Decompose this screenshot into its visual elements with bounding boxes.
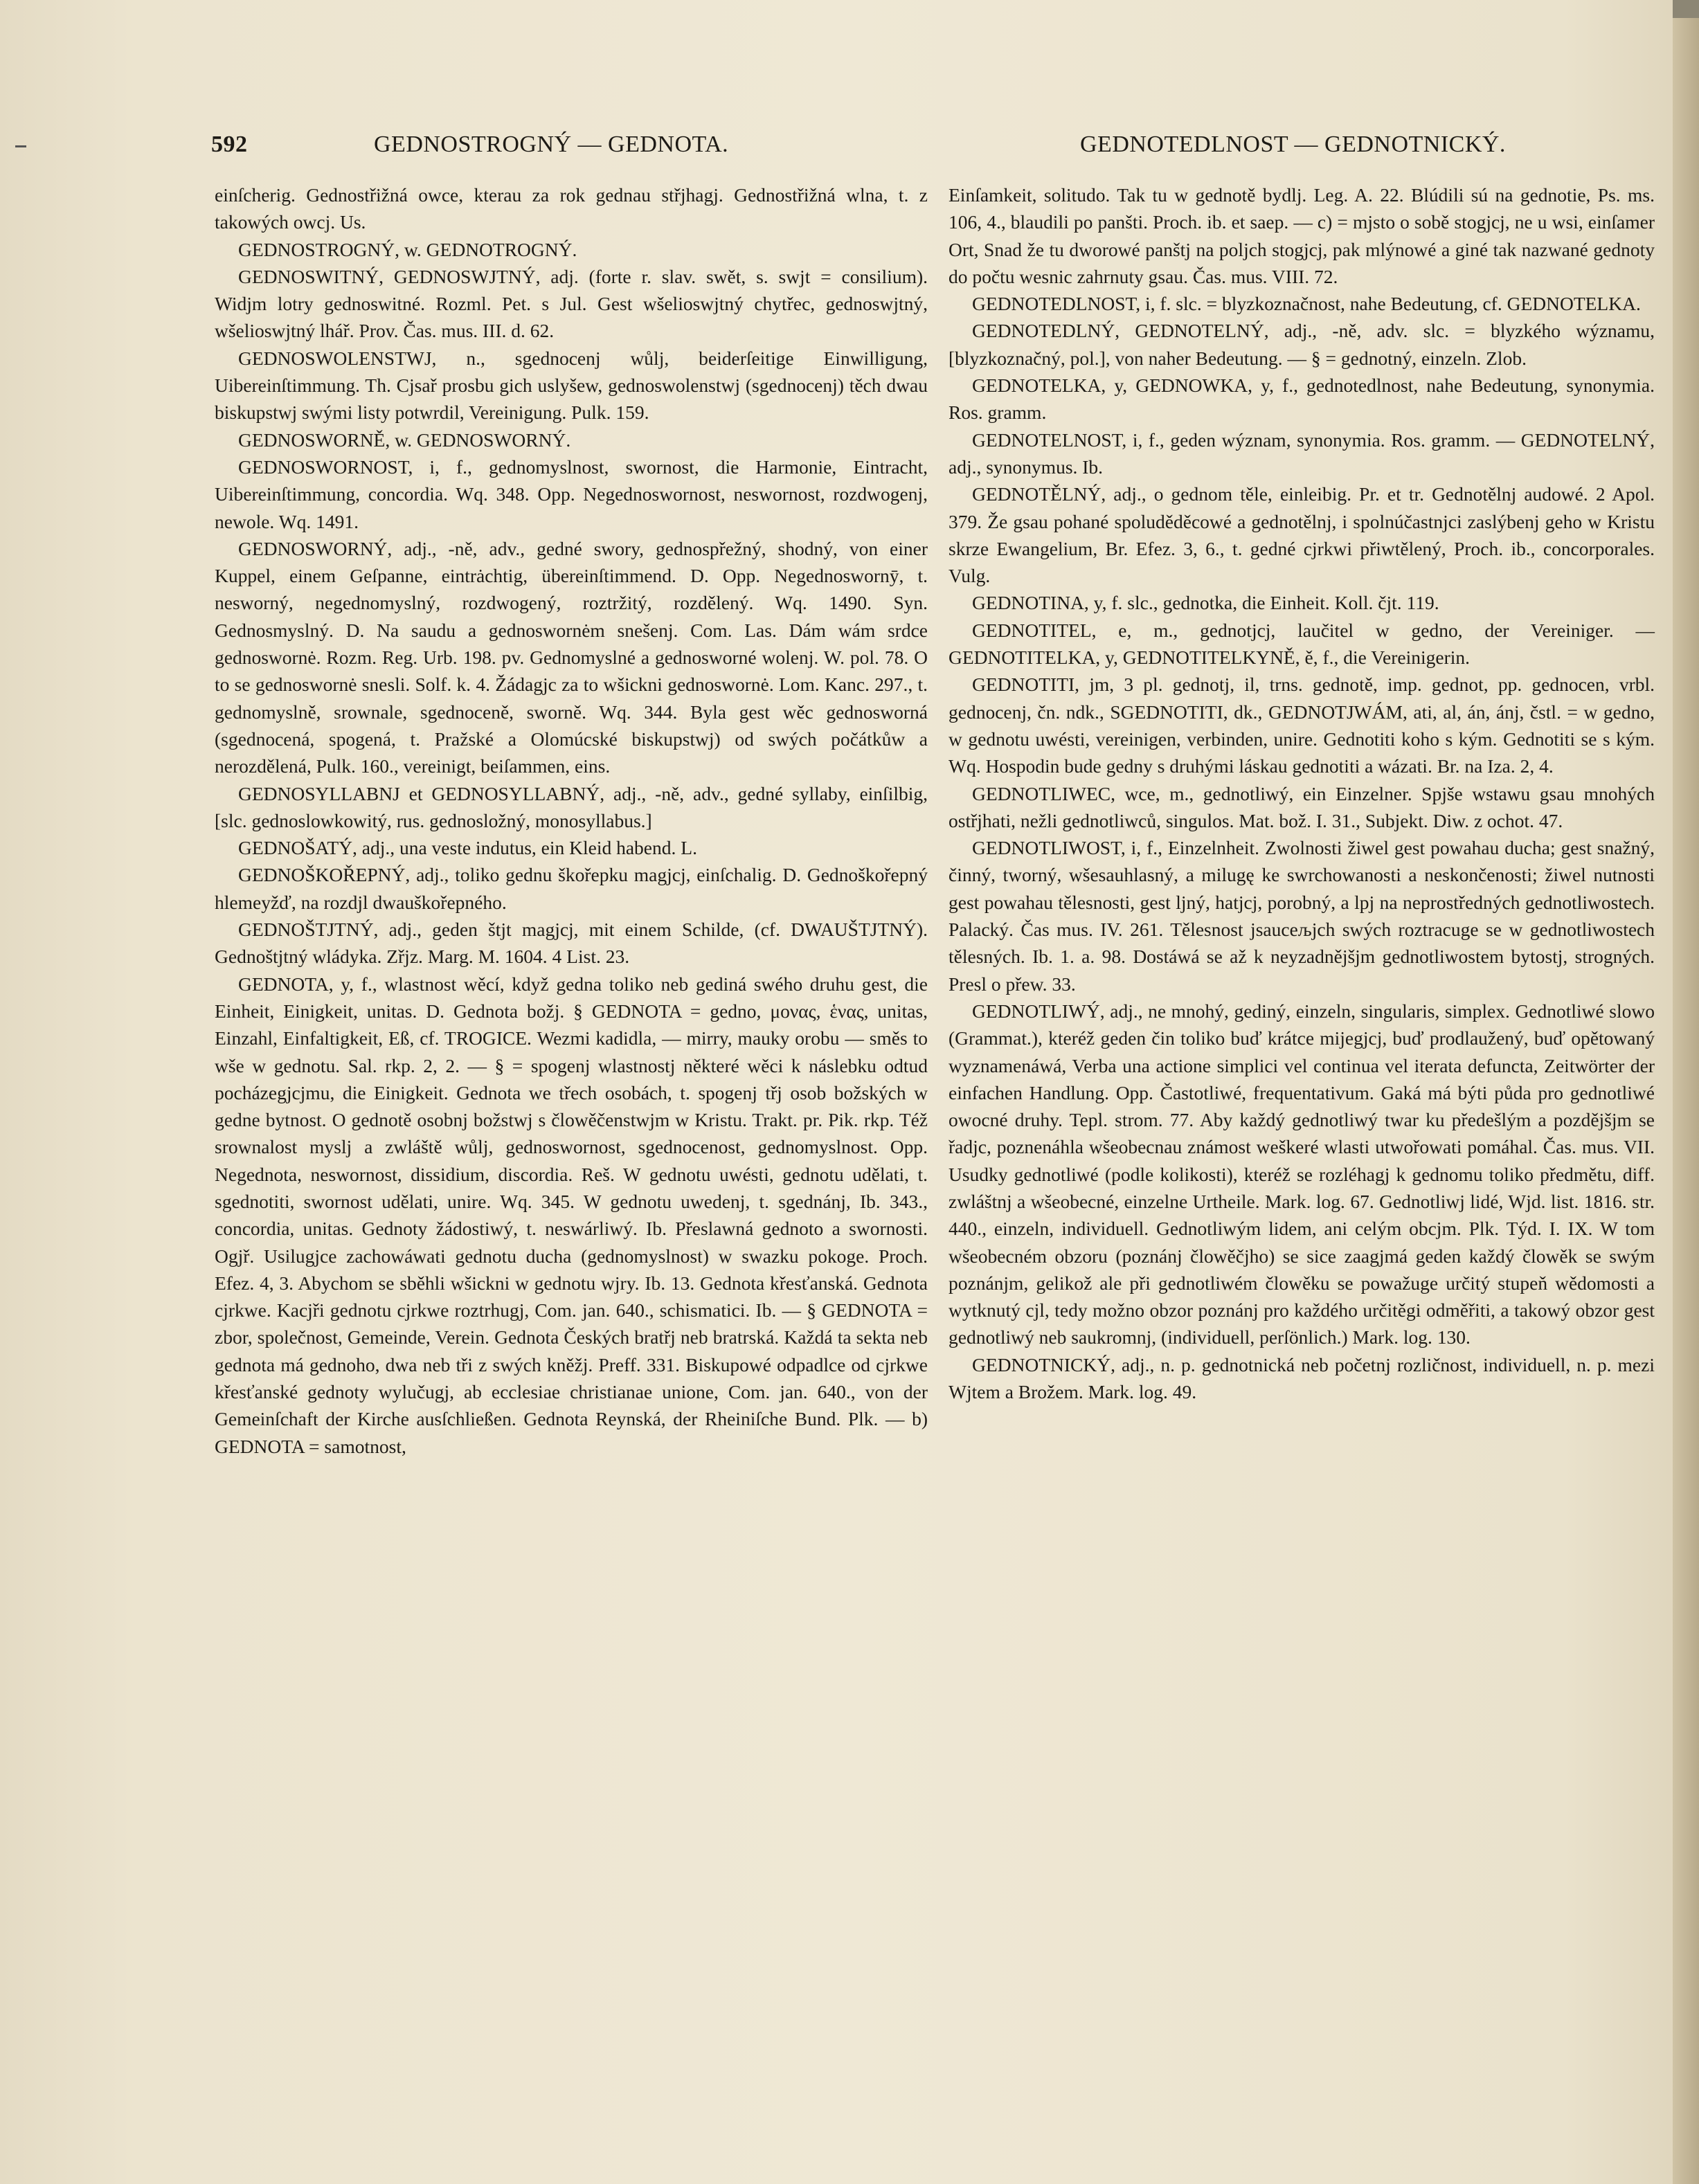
entry-gednoswornost: GEDNOSWORNOST, i, f., gednomyslnost, swornost, die Harmonie, Eintracht, Uibereinſtimmung, concordia. Wq. 348. Opp. Negednoswornost, neswornost, rozdwogenj, newole. Wq. 1491. xyxy=(215,455,928,532)
entry-continuation: Einſamkeit, solitudo. Tak tu w gednotě bydlj. Leg. A. 22. Blúdili sú na gednotie, Ps. ms. 106, 4., blaudili po panšti. Proch. ib. et saep. — c) = mjsto o sobě stogjcj, ne u wsi, einſamer Ort, Snad že tu dworowé panštj na poljch stogjcj, pak mlýnowé a giné tak nazwané gednoty do počtu wesnic zahrnuty gsau. Čas. mus. VIII. 72. xyxy=(949,184,1655,287)
entry-gednoswolenstwj: GEDNOSWOLENSTWJ, n., sgednocenj wůlj, beiderſeitige Einwilligung, Uibereinſtimmung. Th. Cjsař prosbu gich uslyšew, gednoswolenstwj (sgednocenj) těch dwau biskupstwj swými listy potwrdil, Vereinigung. Pulk. 159. xyxy=(215,347,928,424)
right-running-head: GEDNOTEDLNOST — GEDNOTNICKÝ. xyxy=(1080,132,1506,157)
page-edge-marks xyxy=(1673,0,1699,18)
entry-gednotelnost: GEDNOTELNOST, i, f., geden wýznam, synonymia. Ros. gramm. — GEDNOTELNÝ, adj., synonymus. Ib. xyxy=(949,428,1655,478)
entry-gednotitel: GEDNOTITEL, e, m., gednotjcj, laučitel w gedno, der Vereiniger. — GEDNOTITELKA, y, GEDNOTITELKYNĚ, ě, f., die Vereinigerin. xyxy=(949,619,1655,669)
entry-continuation: einſcherig. Gednostřižná owce, kterau za rok gednau střjhagj. Gednostřižná wlna, t. z takowých owcj. Us. xyxy=(215,184,928,233)
entry-gednosworny: GEDNOSWORNÝ, adj., -ně, adv., gedné swory, gednospřežný, shodný, von einer Kuppel, einem Geſpanne, eintrȧchtig, übereinſtimmend. D. Opp. Negednoswornȳ, t. nesworný, negednomyslný, rozdwogený, roztržitý, rozdělený. Wq. 1490. Syn. Gednosmyslný. D. Na saudu a gednoswornėm snešenj. Com. Las. Dám wám srdce gednoswornė. Rozm. Reg. Urb. 198. pv. Gednomyslné a gednosworné wolenj. W. pol. 78. O to se gednoswornė snesli. Solf. k. 4. Žádagjc za to wšickni gednoswornė. Lom. Kanc. 297., t. gednomyslně, srownale, sgednoceně, sworně. Wq. 344. Byla gest wěc gednosworná (sgednocená, spogená, t. Pražské a Olomúcské biskupstwj) od swých počátkůw a nerozdělená, Pulk. 160., vereinigt, beiſammen, eins. xyxy=(215,537,928,777)
left-column xyxy=(215,181,928,1460)
entry-gednoskorepny: GEDNOŠKOŘEPNÝ, adj., toliko gednu škořepku magjcj, einſchalig. D. Gednoškořepný hlemeyžď, na rozdjl dwauškořepného. xyxy=(215,864,928,913)
right-column xyxy=(949,181,1655,1405)
entry-gednotedlny: GEDNOTEDLNÝ, GEDNOTELNÝ, adj., -ně, adv. slc. = blyzkého wýznamu, [blyzkoznačný, pol.], von naher Bedeutung. — § = gednotný, einzeln. Zlob. xyxy=(949,320,1655,369)
entry-gednotina: GEDNOTINA, y, f. slc., gednotka, die Einheit. Koll. čjt. 119. xyxy=(972,592,1439,614)
left-running-head: GEDNOSTROGNÝ — GEDNOTA. xyxy=(374,132,729,157)
entry-gednostjtny: GEDNOŠTJTNÝ, adj., geden štjt magjcj, mit einem Schilde, (cf. DWAUŠTJTNÝ). Gednoštjtný wládyka. Zřjz. Marg. M. 1604. 4 List. 23. xyxy=(215,919,928,968)
entry-gednota: GEDNOTA, y, f., wlastnost wěcí, když gedna toliko neb gediná swého druhu gest, die Einheit, Einigkeit, unitas. D. Gednota božj. § GEDNOTA = gedno, μονας, ἑνας, unitas, Einzahl, Einfaltigkeit, Eß, cf. TROGICE. Wezmi kadidla, — mirry, mauky orobu — směs to wše w gednotu. Sal. rkp. 2, 2. — § = spogenj wlastnostj některé wěci k náslebku odtud pocházegjcjmu, die Einigkeit. Gednota we třech osobách, t. spogenj třj osob božských w gedne bytnost. O gednotě osobnj božstwj s člowěčenstwjm w Kristu. Trakt. pr. Pik. rkp. Též srownalost myslj a zwláště wůlj, gednoswornost, sgednocenost, gednomyslnost. Opp. Negednota, neswornost, dissidium, discordia. Reš. W gednotu uwésti, gednotu udělati, t. sgednotiti, swornost udělati, unire. Wq. 345. W gednotu uwedenj, t. sgednánj, Ib. 343., concordia, unitas. Gednoty žádostiwý, t. neswárliwý. Ib. Přeslawná gednoto a swornosti. Ogjř. Usilugjce zachowáwati gednotu ducha (gednomyslnost) w swazku pokoge. Proch. Efez. 4, 3. Abychom se sběhli wšickni w gednotu wjry. Ib. 13. Gednota křesťanská. Gednota cjrkwe. Kacjři gednotu cjrkwe roztrhugj, Com. jan. 640., schismatici. Ib. — § GEDNOTA = zbor, společnost, Gemeinde, Verein. Gednota Českých bratřj neb bratrská. Každá ta sekta neb gednota má gednoho, dwa neb tři z swých kněžj. Preff. 331. Biskupowé odpadlce od cjrkwe křesťanské gednoty wylučugj, ab ecclesiae christianae unione, Com. jan. 640., von der Gemeinſchaft der Kirche ausſchließen. Gednota Reynská, der Rheiniſche Bund. Plk. — b) GEDNOTA = samotnost, xyxy=(215,973,928,1457)
page-edge-shadow xyxy=(1673,0,1699,2184)
entry-gednotelka: GEDNOTELKA, y, GEDNOWKA, y, f., gednotedlnost, nahe Bedeutung, synonymia. Ros. gramm. xyxy=(949,374,1655,424)
entry-gednosaty: GEDNOŠATÝ, adj., una veste indutus, ein Kleid habend. L. xyxy=(238,837,697,859)
entry-gednosworne: GEDNOSWORNĚ, w. GEDNOSWORNÝ. xyxy=(238,428,571,451)
entry-gednotliwy: GEDNOTLIWÝ, adj., ne mnohý, gediný, einzeln, singularis, simplex. Gednotliwé slowo (Grammat.), kteréž geden čin toliko buď krátce mijegjcj, buď prodlaužený, buď opětowaný wyznamenáwá, Verba una actione simplici vel continua vel iterata defuncta, Zeitwörter der einfachen Handlung. Opp. Častotliwé, frequentativum. Gaká má býti půda pro gednotliwé owocné druhy. Tepl. strom. 77. Aby každý gednotliwý twar ku předešlým a pozdějšjm se řadjc, poznenáhla wšeobecnau známost weškeré wlasti utwořowati pomáhal. Čas. mus. VII. Usudky gednotliwé (podle kolikosti), kteréž se rozléhagj k gednomu toliko předmětu, diff. zwláštnj a wšeobecné, einzelne Urtheile. Mark. log. 67. Gednotliwj lidé, Wjd. list. 1816. str. 440., einzeln, individuell. Gednotliwým lidem, ani celým obcjm. Plk. Týd. I. IX. W tom wšeobecném obzoru (poznánj člowěčjho) se sice zaagjmá geden každý člowěk se swým poznánjm, gelikož ale při gednotliwém člowěku se powažuge určitý stupeň wědomosti a wytknutý cjl, tedy možno obzor poznánj pro každého určitěgi odměřiti, a takowý obzor gest gednotliwý neb saukromnj, (individuell, perſönlich.) Mark. log. 130. xyxy=(949,1000,1655,1348)
entry-gednoswitny: GEDNOSWITNÝ, GEDNOSWJTNÝ, adj. (forte r. slav. swět, s. swjt = consilium). Widjm lotry gednoswitné. Rozml. Pet. s Jul. Gest wšelioswjtný chytřec, gednoswjtný, wšelioswjtný lhář. Prov. Čas. mus. III. d. 62. xyxy=(215,265,928,342)
entry-gednostrogny: GEDNOSTROGNÝ, w. GEDNOTROGNÝ. xyxy=(238,238,577,260)
entry-gednosyllabnj: GEDNOSYLLABNJ et GEDNOSYLLABNÝ, adj., -ně, adv., gedné syllaby, einſilbig, [slc. gednoslowkowitý, rus. gednosložný, monosyllabus.] xyxy=(215,782,928,831)
entry-gednotiti: GEDNOTITI, jm, 3 pl. gednotj, il, trns. gednotě, imp. gednot, pp. gednocen, vrbl. gednocenj, čn. ndk., SGEDNOTITI, dk., GEDNOTJWÁM, ati, al, án, ánj, čstl. = w gedno, w gednotu uwésti, vereinigen, verbinden, unire. Gednotiti koho s kým. Gednotiti se s kým. Wq. Hospodin bude gedny s druhými láskau gednotiti a wázati. Br. na Iza. 2, 4. xyxy=(949,674,1655,777)
entry-gednotnicky: GEDNOTNICKÝ, adj., n. p. gednotnická neb početnj rozličnost, individuell, n. p. mezi Wjtem a Brožem. Mark. log. 49. xyxy=(949,1353,1655,1403)
entry-gednotelny: GEDNOTĚLNÝ, adj., o gednom těle, einleibig. Pr. et tr. Gednotělnj audowé. 2 Apol. 379. Že gsau pohané spoluděděcowé a gednotělnj, i spolnúčastnjci zaslýbenj geho w Kristu skrze Ewangelium, Br. Efez. 3, 6., t. gedné cjrkwi přiwtělený, Proch. ib., concorporales. Vulg. xyxy=(949,483,1655,587)
page-number: 592 xyxy=(211,132,248,157)
entry-gednotliwost: GEDNOTLIWOST, i, f., Einzelnheit. Zwolnosti žiwel gest powahau ducha; gest snažný, činný, tworný, wšesauhlasný, a milugę ke swrchowanosti a neskončenosti; žiwel nutnosti gest powahau tělesnosti, gest lјný, hatjcj, porobný, a lpj na neprostředných gednotliwostech. Palacký. Čas mus. IV. 261. Tělesnost jsaucељjch swých roztracuge se w gednotliwostech tělesných. Ib. 1. a. 98. Dostáwá se až k neyzadnějšjm gednotliwostem bytostj, strogných. Presl o přew. 33. xyxy=(949,837,1655,995)
entry-gednotliwec: GEDNOTLIWEC, wce, m., gednotliwý, ein Einzelner. Spjše wstawu gsau mnohých ostřjhati, nežli gednotliwců, singulos. Mat. bož. I. 31., Subjekt. Diw. z ochot. 47. xyxy=(949,782,1655,831)
entry-gednotedlnost: GEDNOTEDLNOST, i, f. slc. = blyzkoznačnost, nahe Bedeutung, cf. GEDNOTELKA. xyxy=(972,293,1641,315)
margin-mark xyxy=(15,145,26,147)
